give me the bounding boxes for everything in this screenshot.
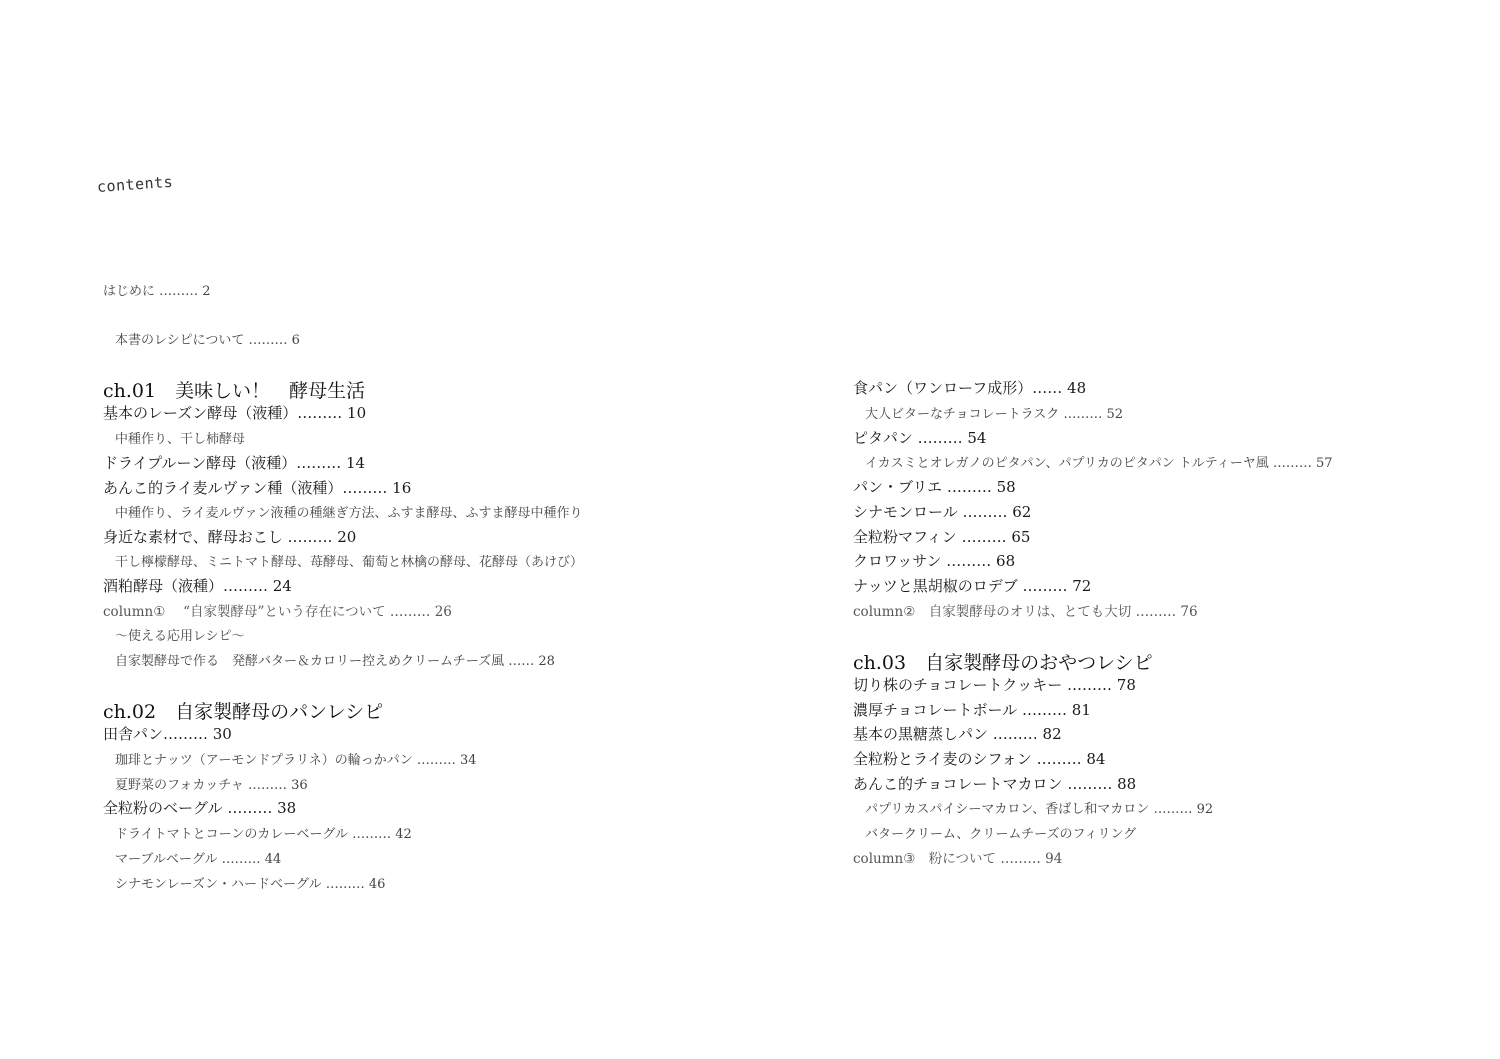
toc-entry: 切り株のチョコレートクッキー ……… 78 <box>853 676 1136 694</box>
toc-front-entry: はじめに ……… 2 <box>103 284 211 299</box>
toc-entry: 田舎パン……… 30 <box>103 725 232 743</box>
chapter-heading: ch.01 美味しい！ 酵母生活 <box>103 380 366 402</box>
toc-entry: 全粒粉とライ麦のシフォン ……… 84 <box>853 750 1106 768</box>
toc-entry: ドライプルーン酵母（液種）……… 14 <box>103 454 366 472</box>
toc-entry: ナッツと黒胡椒のロデブ ……… 72 <box>853 577 1092 595</box>
column-entry: column③ 粉について ……… 94 <box>853 851 1063 867</box>
toc-entry: 酒粕酵母（液種）……… 24 <box>103 577 292 595</box>
toc-entry: 基本の黒糖蒸しパン ……… 82 <box>853 725 1062 743</box>
chapter-heading: ch.03 自家製酵母のおやつレシピ <box>853 652 1153 674</box>
toc-front-entry: 本書のレシピについて ……… 6 <box>115 333 300 348</box>
toc-entry: 濃厚チョコレートボール ……… 81 <box>853 701 1091 719</box>
toc-entry: パン・ブリエ ……… 58 <box>853 478 1016 496</box>
toc-subentry: 中種作り、ライ麦ルヴァン液種の種継ぎ方法、ふすま酵母、ふすま酵母中種作り <box>115 506 583 521</box>
toc-subentry: パプリカスパイシーマカロン、香ばし和マカロン ……… 92 <box>865 802 1214 817</box>
toc-subentry: イカスミとオレガノのピタパン、パプリカのピタパン トルティーヤ風 ……… 57 <box>865 456 1333 471</box>
toc-subentry: 大人ビターなチョコレートラスク ……… 52 <box>865 407 1124 422</box>
toc-subentry: マーブルベーグル ……… 44 <box>115 852 282 867</box>
toc-entry: 全粒粉マフィン ……… 65 <box>853 528 1031 546</box>
toc-subentry: 自家製酵母で作る 発酵バター＆カロリー控えめクリームチーズ風 …… 28 <box>115 654 555 669</box>
toc-subentry: ドライトマトとコーンのカレーベーグル ……… 42 <box>115 827 412 842</box>
toc-entry: 身近な素材で、酵母おこし ……… 20 <box>103 528 357 546</box>
chapter-heading: ch.02 自家製酵母のパンレシピ <box>103 701 384 723</box>
contents-title: contents <box>96 172 174 196</box>
column-entry: column② 自家製酵母のオリは、とても大切 ……… 76 <box>853 604 1198 620</box>
toc-subentry: 珈琲とナッツ（アーモンドプラリネ）の輪っかパン ……… 34 <box>115 753 477 768</box>
toc-entry: 基本のレーズン酵母（液種）……… 10 <box>103 404 367 422</box>
toc-subentry: 中種作り、干し柿酵母 <box>115 432 246 447</box>
toc-entry: ピタパン ……… 54 <box>853 429 987 447</box>
column-entry: column① “自家製酵母”という存在について ……… 26 <box>103 604 452 620</box>
toc-entry: クロワッサン ……… 68 <box>853 552 1016 570</box>
toc-entry: シナモンロール ……… 62 <box>853 503 1032 521</box>
toc-subentry: シナモンレーズン・ハードベーグル ……… 46 <box>115 877 386 892</box>
toc-entry: あんこ的ライ麦ルヴァン種（液種）……… 16 <box>103 479 412 497</box>
toc-subentry: バタークリーム、クリームチーズのフィリング <box>865 827 1137 842</box>
toc-entry: 全粒粉のベーグル ……… 38 <box>103 799 297 817</box>
toc-entry: あんこ的チョコレートマカロン ……… 88 <box>853 775 1137 793</box>
toc-subentry: 夏野菜のフォカッチャ ……… 36 <box>115 778 308 793</box>
toc-entry: 食パン（ワンローフ成形）…… 48 <box>853 379 1087 397</box>
toc-subentry: 干し檸檬酵母、ミニトマト酵母、苺酵母、葡萄と林檎の酵母、花酵母（あけび） <box>115 555 584 570</box>
toc-subentry: 〜使える応用レシピ〜 <box>115 629 245 644</box>
